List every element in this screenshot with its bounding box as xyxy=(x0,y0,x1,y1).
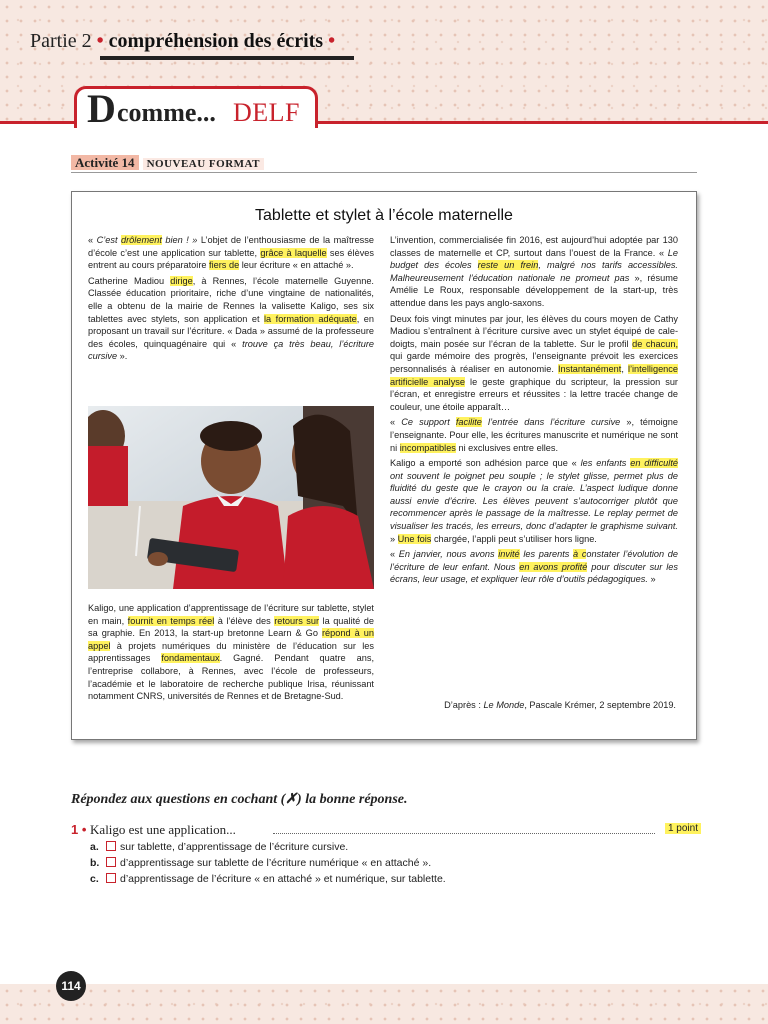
option-c xyxy=(90,871,446,887)
text-segment: bien ! » xyxy=(161,235,198,245)
article-column-left-top xyxy=(88,234,374,366)
checkbox-c[interactable] xyxy=(106,873,116,883)
text-segment: », témoigne l’enseignante. Pour elle, les écritures manuscrite et numérique ne sont ni xyxy=(390,417,678,453)
text-segment: , malgré nos tarifs accessibles. Malheureusement l’éducation nationale ne promeut pas xyxy=(390,260,678,283)
text-segment: » xyxy=(647,574,656,585)
dcomme-delf-tab xyxy=(74,86,318,131)
paragraph xyxy=(88,602,374,703)
text-segment: , à Rennes, l’école maternelle Guyenne. Classée éducation prioritaire, riche d’une vingtaine de nationalités, elle a obtenu de la mairie de Rennes la valisette Kaligo, ses six tablettes avec stylets, son application et xyxy=(88,275,374,324)
paragraph xyxy=(88,234,374,272)
text-segment: le geste graphique du scripteur, la pression sur l’écran, et enregistre erreurs et réussites : la lettre tracée change de couleur, une étoile apparaît… xyxy=(390,376,678,412)
text-segment: C’est xyxy=(96,235,122,245)
highlighted-text: invité xyxy=(498,549,520,560)
dotted-leader xyxy=(273,833,655,834)
checkbox-b[interactable] xyxy=(106,857,116,867)
article-source xyxy=(444,700,676,710)
option-letter: c. xyxy=(90,873,99,885)
text-segment: Catherine Madiou xyxy=(88,275,171,286)
section-underline xyxy=(100,56,354,60)
partie-separator: • xyxy=(96,30,104,52)
activity-label xyxy=(71,154,264,172)
section-heading xyxy=(30,30,335,53)
question-stem: Kaligo est une application... xyxy=(90,822,236,837)
highlighted-text: en avons profité xyxy=(519,561,588,572)
highlighted-text: en difficulté xyxy=(630,458,678,469)
questions-instruction: Répondez aux questions en cochant (✗) la bonne réponse. xyxy=(71,792,408,807)
paragraph xyxy=(390,416,678,454)
highlighted-text: incompatibles xyxy=(399,442,456,453)
question-number: 1 • xyxy=(71,822,87,837)
text-segment: leur écriture « en attaché ». xyxy=(239,260,354,271)
text-segment: Ce support xyxy=(401,417,456,428)
text-segment: » xyxy=(390,533,398,544)
text-segment: En janvier, nous avons xyxy=(398,549,499,560)
option-b xyxy=(90,855,446,871)
highlighted-text: à c xyxy=(573,549,587,560)
text-segment: Kaligo a emporté son adhésion parce que « xyxy=(390,458,581,469)
highlighted-text: fournit en temps réel xyxy=(127,615,215,626)
highlighted-text: facilite xyxy=(455,417,482,428)
partie-end-dot: • xyxy=(328,30,336,52)
activity-number: Activité 14 xyxy=(71,155,139,170)
source-prefix: D’après : xyxy=(444,700,484,710)
delf-text: DELF xyxy=(233,98,300,127)
text-segment: Deux fois vingt minutes par jour, les élèves du cours moyen de Cathy Madiou s’entraînent à l’écriture cursive avec un stylet équipé de cale-doigts, main posée sur l’écran de la tablette. Sur le profil xyxy=(390,313,678,349)
highlighted-text: Une fois xyxy=(397,533,432,544)
text-segment: chargée, l’appli peut s’utiliser hors ligne. xyxy=(431,533,597,544)
text-segment: « xyxy=(390,549,399,560)
highlighted-text: fiers de xyxy=(209,260,240,271)
text-segment: les parents xyxy=(519,549,574,560)
paragraph xyxy=(390,548,678,586)
text-segment: ses élèves entrent au cours préparatoire xyxy=(88,247,374,271)
text-segment: ont souvent le poignet peu souple ; le stylet glisse, permet plus de fluidité du geste que le crayon ou la craie. L’aspect ludique donne aussi envie d’écrire. Les élèves peuvent s’autocorriger plutôt que recommencer après le passage de la maîtresse. Le replay permet de visualiser les tracés, les erreurs, donc d’adapter le graphisme suivant. xyxy=(390,470,678,532)
highlighted-text: grâce à laquelle xyxy=(260,247,327,258)
text-segment: L’objet de l’enthousiasme de la maîtresse d’école c’est une application sur tablette, xyxy=(88,235,374,258)
text-segment: ni exclusives entre elles. xyxy=(455,442,559,453)
article-title: Tablette et stylet à l’école maternelle xyxy=(255,207,513,224)
option-text: d’apprentissage de l’écriture « en attaché » et numérique, sur tablette. xyxy=(120,873,446,885)
highlighted-text: la formation adéquate xyxy=(264,313,357,324)
paragraph xyxy=(390,313,678,414)
highlighted-text: reste un frein xyxy=(477,260,539,271)
text-segment: , en proposant un travail sur l’écriture. « Dada » assumé de la professeure des écoles, quinquagénaire qui « xyxy=(88,313,375,349)
highlighted-text: répond à un appel xyxy=(88,628,375,651)
text-segment: onstater l’évolution de l’écriture de leur enfant. Nous xyxy=(390,549,679,572)
text-segment: Le budget des écoles xyxy=(390,247,678,271)
text-segment: « xyxy=(88,235,97,245)
option-letter: b. xyxy=(90,857,100,869)
text-segment: , xyxy=(621,363,628,374)
activity-rule xyxy=(71,172,697,173)
highlighted-text: Instantanément xyxy=(557,363,622,374)
page-number: 114 xyxy=(56,971,86,1001)
text-segment: . Gagné. Pendant quatre ans, l’entreprise collabore, à Rennes, avec l’école de professeurs, l’académie et le laboratoire de recherche publique Irisa, réunissant notamment CNRS, universités de Rennes et de Bretagne-Sud. xyxy=(88,653,374,702)
highlighted-text: de chacun, xyxy=(632,338,679,349)
partie-label: Partie 2 xyxy=(30,30,92,52)
article-column-right xyxy=(390,234,678,589)
highlighted-text: drôlement xyxy=(121,235,162,245)
text-segment: Kaligo, une application d’apprentissage de l’écriture sur tablette, stylet en main, xyxy=(88,603,374,626)
highlighted-text: l’intelligence artificielle analyse xyxy=(390,363,678,387)
comme-text: comme... xyxy=(117,98,216,127)
text-segment: ». xyxy=(117,351,128,362)
text-segment: qui garde mémoire des progrès, l’enseignante prévoit les exercices personnalisés à réaliser en autonomie. xyxy=(390,351,678,374)
highlighted-text: dirige xyxy=(170,275,193,286)
option-letter: a. xyxy=(90,841,99,853)
checkbox-a[interactable] xyxy=(106,841,116,851)
source-rest: , Pascale Krémer, 2 septembre 2019. xyxy=(524,700,676,710)
article-box xyxy=(71,191,697,740)
question-1-options xyxy=(90,839,446,887)
source-journal: Le Monde xyxy=(483,700,525,710)
article-column-left-bottom xyxy=(88,602,374,706)
text-segment: pour discuter sur les écrans, leur usage, et expliquer leur rôle d’outils pédagogiques. xyxy=(390,561,678,585)
paragraph xyxy=(390,457,678,545)
footer-pattern xyxy=(0,984,768,1024)
text-segment: l’entrée dans l’écriture cursive xyxy=(481,417,621,428)
paragraph xyxy=(390,234,678,310)
highlighted-text: fondamentaux xyxy=(161,653,220,664)
text-segment: », résume Amélie Le Roux, responsable développement de la start-up, très attendue dans les pays anglo-saxons. xyxy=(390,272,678,308)
text-segment: les enfants xyxy=(580,458,631,469)
article-photo xyxy=(88,406,374,589)
option-text: sur tablette, d’apprentissage de l’écriture cursive. xyxy=(120,841,349,853)
text-segment: la qualité de sa graphie. En 2013, la start-up bretonne Learn & Go xyxy=(88,615,374,639)
highlighted-text: retours sur xyxy=(274,615,320,626)
partie-title: compréhension des écrits xyxy=(108,30,324,52)
text-segment: à projets numériques du ministère de l’éducation sur les apprentissages xyxy=(88,640,374,664)
text-segment: « xyxy=(390,417,402,428)
paragraph xyxy=(88,275,374,363)
d-letter: D xyxy=(87,86,116,131)
question-points: 1 point xyxy=(665,823,701,834)
question-1 xyxy=(71,822,701,838)
option-a xyxy=(90,839,446,855)
activity-format: NOUVEAU FORMAT xyxy=(143,158,264,170)
text-segment: trouve ça très beau, l’écriture cursive xyxy=(88,338,374,362)
text-segment: à l’élève des xyxy=(214,615,275,626)
children-tablet-photo xyxy=(88,406,374,589)
option-text: d’apprentissage sur tablette de l’écriture numérique « en attaché ». xyxy=(120,857,432,869)
text-segment: L’invention, commercialisée fin 2016, est aujourd’hui adoptée par 130 classes de maternelle et CP, surtout dans l’ouest de la France. « xyxy=(390,235,678,258)
